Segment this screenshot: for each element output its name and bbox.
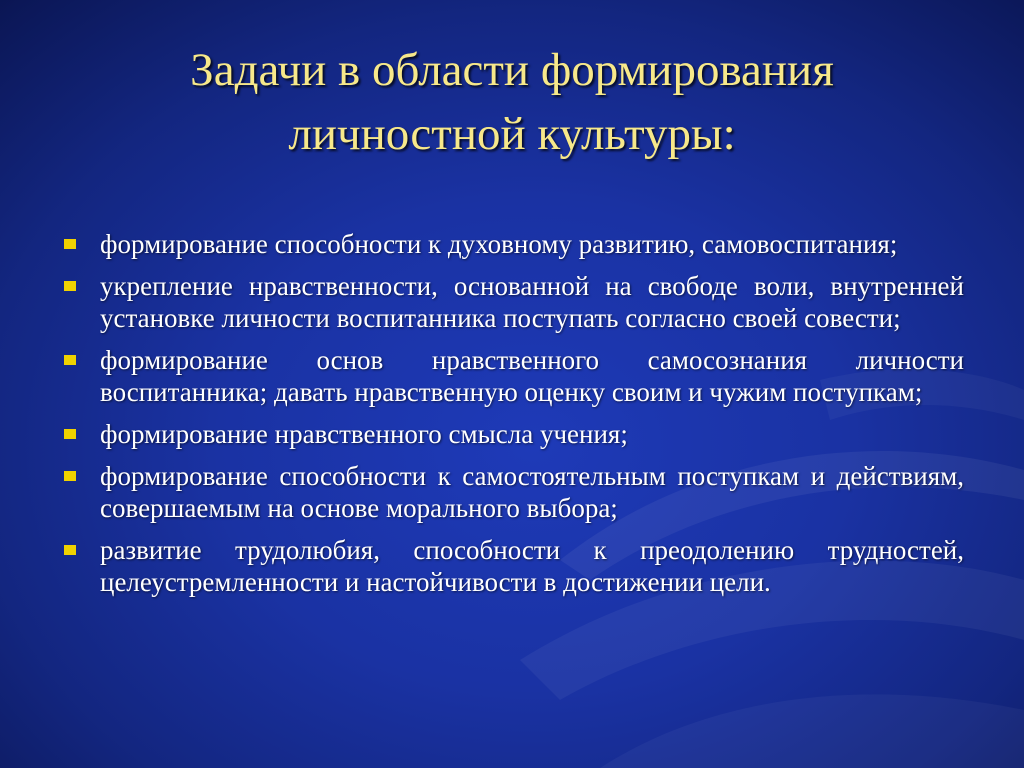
bullet-item [64, 534, 964, 598]
bullet-item [64, 228, 964, 260]
bullet-text: формирование способности к духовному развитию, самовоспитания; [100, 229, 898, 259]
bullet-text: формирование основ нравственного самосознания личности воспитанника; давать нравственную оценку своим и чужим поступкам; [100, 345, 964, 407]
bullet-text: укрепление нравственности, основанной на свободе воли, внутренней установке личности воспитанника поступать согласно своей совести; [100, 271, 964, 333]
slide-title-line-1: Задачи в области формирования [190, 44, 834, 96]
bullet-text: развитие трудолюбия, способности к преодолению трудностей, целеустремленности и настойчивости в достижении цели. [100, 535, 964, 597]
square-bullet-icon [64, 281, 76, 291]
bullet-item [64, 270, 964, 334]
square-bullet-icon [64, 429, 76, 439]
square-bullet-icon [64, 239, 76, 249]
bullet-text: формирование способности к самостоятельным поступкам и действиям, совершаемым на основе морального выбора; [100, 461, 964, 523]
bullet-item [64, 344, 964, 408]
square-bullet-icon [64, 471, 76, 481]
bullet-item [64, 418, 964, 450]
bullet-item [64, 460, 964, 524]
slide-title [60, 38, 964, 166]
square-bullet-icon [64, 545, 76, 555]
slide-title-line-2: личностной культуры: [288, 108, 736, 160]
bullet-text: формирование нравственного смысла учения; [100, 419, 628, 449]
bullet-list [64, 228, 964, 608]
square-bullet-icon [64, 355, 76, 365]
